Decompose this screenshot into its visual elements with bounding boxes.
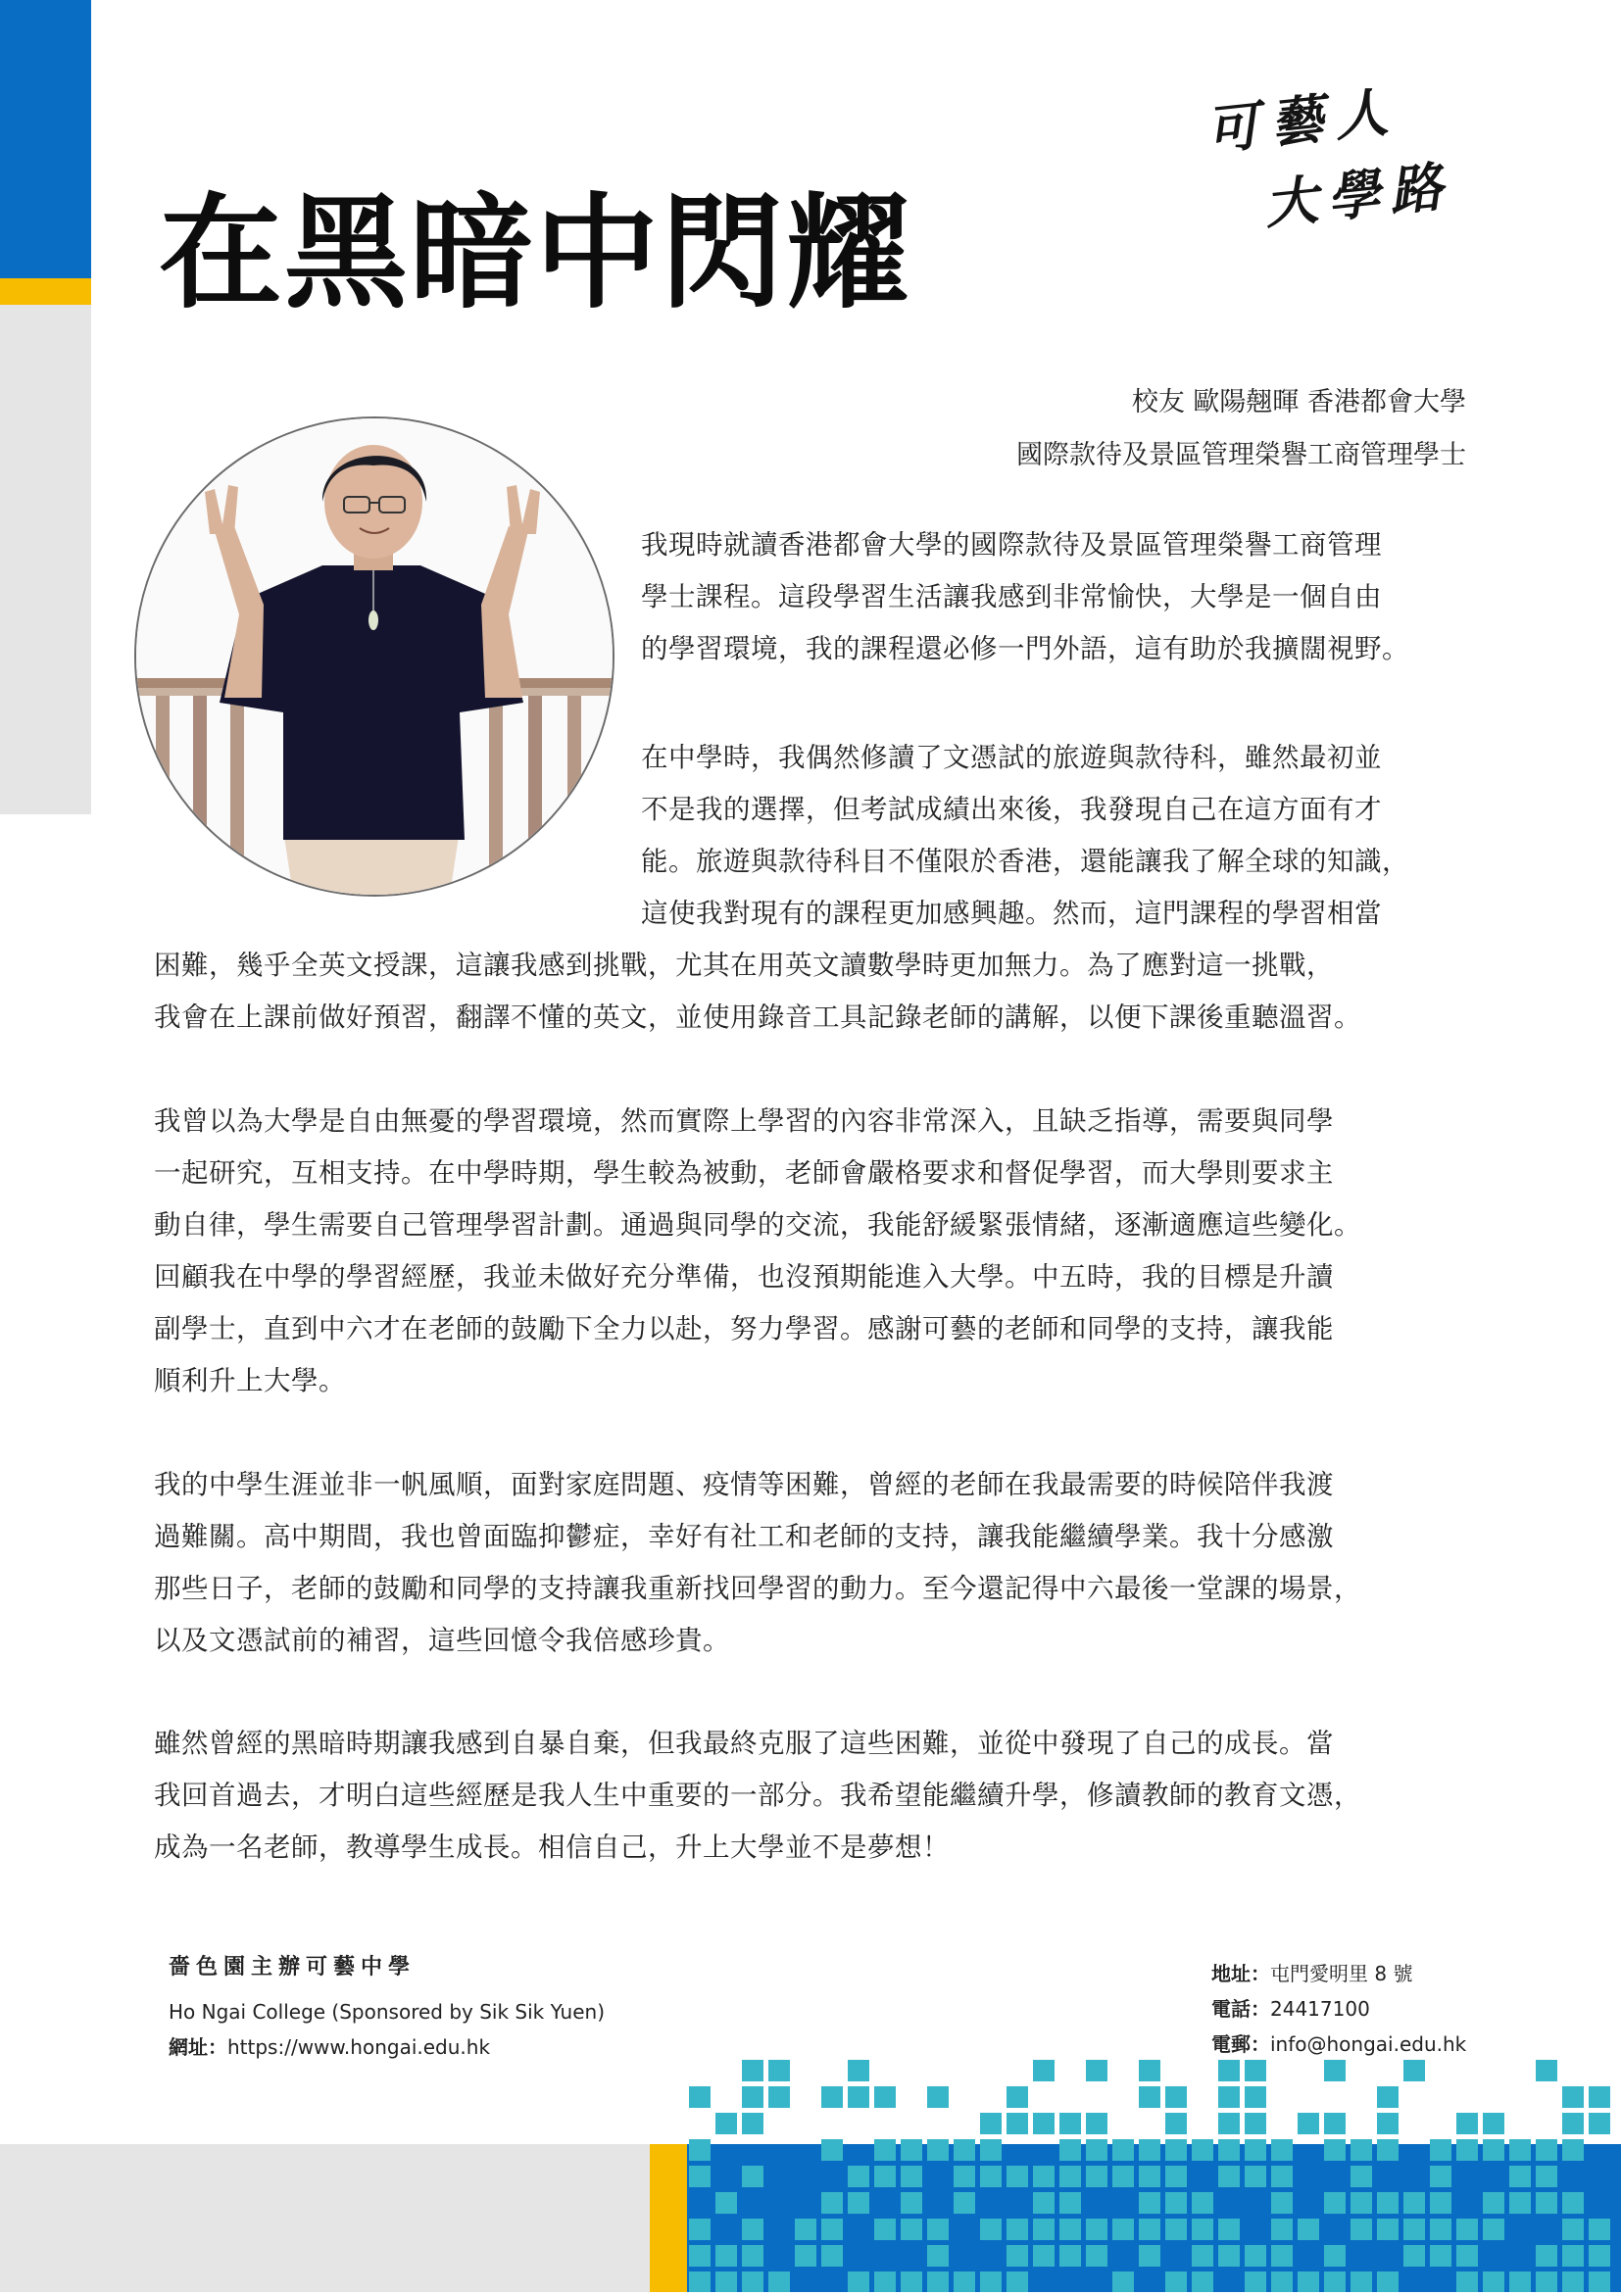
pixel-tile — [1165, 2219, 1187, 2240]
pixel-tile — [1192, 2139, 1213, 2161]
byline-author: 校友 歐陽翹暉 香港都會大學 — [1131, 387, 1466, 417]
pixel-tile — [1377, 2086, 1399, 2108]
pixel-tile — [1509, 2166, 1531, 2187]
pixel-tile — [1245, 2060, 1266, 2081]
bottom-yellow-band — [650, 2144, 687, 2292]
pixel-tile — [1351, 2272, 1372, 2292]
pixel-tile — [1562, 2245, 1584, 2267]
pixel-tile — [742, 2219, 763, 2240]
pixel-tile — [1165, 2272, 1187, 2292]
article-title: 在黑暗中閃耀 — [159, 181, 911, 325]
pixel-tile — [1218, 2086, 1240, 2108]
pixel-tile — [848, 2192, 869, 2214]
paragraph-1: 我現時就讀香港都會大學的國際款待及景區管理榮譽工商管理 學士課程。這段學習生活讓我感到非常愉快，大學是一個自由 的學習環境，我的課程還必修一門外語，這有助於我擴闊視野。 — [641, 529, 1409, 664]
pixel-tile — [689, 2166, 711, 2187]
pixel-tile — [1086, 2060, 1107, 2081]
email-line: 電郵：info@hongai.edu.hk — [1211, 2032, 1467, 2056]
pixel-tile — [848, 2060, 869, 2081]
pixel-tile — [1456, 2113, 1478, 2134]
pixel-tile — [1007, 2166, 1028, 2187]
pixel-tile — [715, 2272, 737, 2292]
paragraph-5: 雖然曾經的黑暗時期讓我感到自暴自棄，但我最終克服了這些困難，並從中發現了自己的成長。當 我回首過去，才明白這些經歷是我人生中重要的一部分。我希望能繼續升學，修讀教師的教育文憑， 成為一名老師，教導學生成長。相信自己，升上大學並不是夢想！ — [154, 1728, 1361, 1863]
pixel-tile — [1324, 2113, 1346, 2134]
pixel-tile — [689, 2139, 711, 2161]
pixel-tile — [715, 2113, 737, 2134]
pixel-tile — [1112, 2166, 1134, 2187]
pixel-tile — [742, 2166, 763, 2187]
left-gray-band — [0, 305, 91, 814]
pixel-tile — [980, 2113, 1002, 2134]
pixel-tile — [1086, 2245, 1107, 2267]
pixel-tile — [1165, 2166, 1187, 2187]
student-photo — [134, 416, 614, 897]
pixel-tile — [1430, 2139, 1451, 2161]
pixel-tile — [1059, 2219, 1081, 2240]
pixel-tile — [1271, 2219, 1293, 2240]
pixel-tile — [689, 2272, 711, 2292]
pixel-tile — [1165, 2139, 1187, 2161]
pixel-tile — [715, 2192, 737, 2214]
pixel-tile — [1403, 2219, 1425, 2240]
pixel-tile — [1112, 2272, 1134, 2292]
pixel-tile — [1456, 2245, 1478, 2267]
pixel-tile — [1059, 2245, 1081, 2267]
paragraph-2: 在中學時，我偶然修讀了文憑試的旅遊與款待科，雖然最初並 不是我的選擇，但考試成績出來後，我發現自己在這方面有才 能。旅遊與款待科目不僅限於香港，還能讓我了解全球的知識， 這使我對現有的課程更加感興趣。然而，這門課程的學習相當 困難，幾乎全英文授課，這讓我感到挑戰，尤其在用英文讀數學時更加無力。為了應對這一挑戰， 我會在上課前做好預習，翻譯不懂的英文，並使用錄音工具記錄老師的講解，以便下課後重聽溫習。 — [154, 742, 1409, 1033]
pixel-tile — [715, 2245, 737, 2267]
left-yellow-band — [0, 278, 91, 305]
pixel-tile — [1430, 2192, 1451, 2214]
pixel-tile — [1245, 2086, 1266, 2108]
pixel-tile — [1192, 2192, 1213, 2214]
pixel-tile — [1589, 2219, 1610, 2240]
pixel-tile — [1351, 2219, 1372, 2240]
pixel-tile — [768, 2272, 790, 2292]
pixel-tile — [980, 2219, 1002, 2240]
pixel-tile — [1536, 2166, 1557, 2187]
pixel-tile — [1377, 2272, 1399, 2292]
pixel-tile — [1351, 2139, 1372, 2161]
pixel-tile — [1271, 2245, 1293, 2267]
pixel-tile — [1536, 2245, 1557, 2267]
pixel-tile — [1509, 2192, 1531, 2214]
pixel-tile — [1562, 2192, 1584, 2214]
pixel-tile — [1139, 2166, 1160, 2187]
pixel-tile — [1165, 2086, 1187, 2108]
pixel-tile — [1086, 2139, 1107, 2161]
pixel-tile — [1430, 2219, 1451, 2240]
contact-info — [1211, 1956, 1466, 2062]
pixel-tile — [1218, 2166, 1240, 2187]
pixel-tile — [1483, 2219, 1504, 2240]
pixel-tile — [1562, 2219, 1584, 2240]
pixel-tile — [1139, 2219, 1160, 2240]
school-name-zh: 嗇色園主辦可藝中學 — [169, 1955, 417, 1979]
email-link[interactable]: info@hongai.edu.hk — [1270, 2032, 1467, 2056]
pixel-tile — [1324, 2272, 1346, 2292]
pixel-tile — [1298, 2113, 1319, 2134]
pixel-tile — [1456, 2272, 1478, 2292]
pixel-tile — [1007, 2245, 1028, 2267]
pixel-tile — [1218, 2113, 1240, 2134]
pixel-tile — [1033, 2245, 1055, 2267]
pixel-tile — [954, 2166, 975, 2187]
pixel-tile — [1377, 2219, 1399, 2240]
pixel-tile — [1562, 2272, 1584, 2292]
pixel-tile — [1218, 2245, 1240, 2267]
pixel-tile — [821, 2219, 843, 2240]
pixel-tile — [927, 2219, 949, 2240]
pixel-tile — [1298, 2272, 1319, 2292]
pixel-tile — [927, 2086, 949, 2108]
pixel-tile — [742, 2086, 763, 2108]
pixel-tile — [1324, 2060, 1346, 2081]
pixel-tile — [954, 2139, 975, 2161]
pixel-tile — [1562, 2086, 1584, 2108]
pixel-tile — [1165, 2113, 1187, 2134]
pixel-tile — [848, 2166, 869, 2187]
pixel-tile — [1430, 2166, 1451, 2187]
pixel-tile — [1059, 2166, 1081, 2187]
pixel-tile — [1007, 2086, 1028, 2108]
pixel-tile — [1351, 2192, 1372, 2214]
pixel-tile — [1562, 2139, 1584, 2161]
pixel-tile — [1059, 2113, 1081, 2134]
pixel-tile — [1536, 2139, 1557, 2161]
pixel-tile — [848, 2086, 869, 2108]
address-line: 地址：屯門愛明里 8 號 — [1211, 1962, 1413, 1985]
paragraph-4: 我的中學生涯並非一帆風順，面對家庭問題、疫情等困難，曾經的老師在我最需要的時候陪伴我渡 過難關。高中期間，我也曾面臨抑鬱症，幸好有社工和老師的支持，讓我能繼續學業。我十分感激 那些日子，老師的鼓勵和同學的支持讓我重新找回學習的動力。至今還記得中六最後一堂課的場景， 以及文憑試前的補習，這些回憶令我倍感珍貴。 — [154, 1469, 1361, 1656]
pixel-tile — [1483, 2272, 1504, 2292]
pixel-tile — [1483, 2192, 1504, 2214]
pixel-tile — [1086, 2219, 1107, 2240]
pixel-tile — [927, 2272, 949, 2292]
pixel-tile — [874, 2166, 896, 2187]
pixel-tile — [954, 2272, 975, 2292]
pixel-tile — [954, 2192, 975, 2214]
pixel-tile — [1139, 2086, 1160, 2108]
pixel-pattern-decoration — [687, 2058, 1621, 2292]
pixel-tile — [821, 2139, 843, 2161]
school-website: 網址：https://www.hongai.edu.hk — [169, 2035, 491, 2059]
pixel-tile — [901, 2166, 922, 2187]
pixel-tile — [980, 2166, 1002, 2187]
pixel-tile — [1086, 2166, 1107, 2187]
pixel-tile — [1033, 2219, 1055, 2240]
pixel-tile — [1059, 2139, 1081, 2161]
pixel-tile — [1589, 2113, 1610, 2134]
pixel-tile — [874, 2139, 896, 2161]
pixel-tile — [1192, 2245, 1213, 2267]
pixel-tile — [1456, 2219, 1478, 2240]
pixel-tile — [795, 2245, 816, 2267]
pixel-tile — [742, 2113, 763, 2134]
pixel-tile — [1456, 2139, 1478, 2161]
pixel-tile — [1483, 2113, 1504, 2134]
pixel-tile — [1165, 2192, 1187, 2214]
pixel-tile — [1139, 2139, 1160, 2161]
pixel-tile — [821, 2192, 843, 2214]
pixel-tile — [1509, 2272, 1531, 2292]
pixel-tile — [1324, 2192, 1346, 2214]
pixel-tile — [1086, 2113, 1107, 2134]
pixel-tile — [1271, 2272, 1293, 2292]
pixel-tile — [1271, 2192, 1293, 2214]
pixel-tile — [1112, 2139, 1134, 2161]
pixel-tile — [874, 2086, 896, 2108]
pixel-tile — [980, 2139, 1002, 2161]
pixel-tile — [1033, 2060, 1055, 2081]
pixel-tile — [742, 2245, 763, 2267]
pixel-tile — [1324, 2245, 1346, 2267]
pixel-tile — [874, 2272, 896, 2292]
pixel-tile — [1139, 2245, 1160, 2267]
pixel-tile — [980, 2272, 1002, 2292]
pixel-tile — [1245, 2166, 1266, 2187]
website-link[interactable]: https://www.hongai.edu.hk — [227, 2035, 491, 2059]
pixel-tile — [1245, 2139, 1266, 2161]
pixel-tile — [742, 2060, 763, 2081]
pixel-tile — [1192, 2272, 1213, 2292]
byline — [1016, 376, 1466, 482]
pixel-tile — [1589, 2272, 1610, 2292]
pixel-tile — [1007, 2113, 1028, 2134]
pixel-tile — [1483, 2139, 1504, 2161]
pixel-tile — [821, 2245, 843, 2267]
bottom-gray-band — [0, 2144, 650, 2292]
pixel-tile — [901, 2192, 922, 2214]
pixel-tile — [1033, 2113, 1055, 2134]
pixel-tile — [1192, 2219, 1213, 2240]
pixel-tile — [1218, 2139, 1240, 2161]
pixel-tile — [1430, 2245, 1451, 2267]
pixel-tile — [1059, 2192, 1081, 2214]
pixel-tile — [1298, 2219, 1319, 2240]
pixel-tile — [1007, 2272, 1028, 2292]
pixel-tile — [821, 2086, 843, 2108]
pixel-tile — [742, 2272, 763, 2292]
pixel-tile — [1271, 2166, 1293, 2187]
pixel-tile — [1033, 2192, 1055, 2214]
pixel-tile — [901, 2219, 922, 2240]
pixel-tile — [689, 2086, 711, 2108]
pixel-tile — [1139, 2060, 1160, 2081]
pixel-tile — [1562, 2113, 1584, 2134]
pixel-tile — [927, 2245, 949, 2267]
pixel-tile — [1509, 2139, 1531, 2161]
pixel-tile — [874, 2219, 896, 2240]
pixel-tile — [1589, 2086, 1610, 2108]
calligraphy-logo: 可藝人 大學路 — [1203, 78, 1455, 236]
pixel-tile — [1403, 2192, 1425, 2214]
pixel-tile — [1536, 2272, 1557, 2292]
pixel-tile — [1245, 2113, 1266, 2134]
phone-line: 電話：24417100 — [1211, 1997, 1370, 2021]
byline-degree: 國際款待及景區管理榮譽工商管理學士 — [1016, 440, 1466, 470]
pixel-tile — [1218, 2060, 1240, 2081]
pixel-tile — [1351, 2166, 1372, 2187]
pixel-tile — [795, 2219, 816, 2240]
pixel-tile — [1589, 2245, 1610, 2267]
pixel-tile — [1403, 2060, 1425, 2081]
pixel-tile — [1377, 2113, 1399, 2134]
pixel-tile — [1245, 2245, 1266, 2267]
school-name-en: Ho Ngai College (Sponsored by Sik Sik Yuen) — [169, 2000, 605, 2024]
pixel-tile — [901, 2272, 922, 2292]
pixel-tile — [1033, 2166, 1055, 2187]
pixel-tile — [1536, 2060, 1557, 2081]
pixel-tile — [768, 2086, 790, 2108]
pixel-tile — [1271, 2139, 1293, 2161]
pixel-tile — [1403, 2245, 1425, 2267]
pixel-tile — [1245, 2272, 1266, 2292]
paragraph-3: 我曾以為大學是自由無憂的學習環境，然而實際上學習的內容非常深入，且缺乏指導，需要與同學 一起研究，互相支持。在中學時期，學生較為被動，老師會嚴格要求和督促學習，而大學則要求主 動自律，學生需要自己管理學習計劃。通過與同學的交流，我能舒緩緊張情緒，逐漸適應這些變化。 回顧我在中學的學習經歷，我並未做好充分準備，也沒預期能進入大學。中五時，我的目標是升讀 副學士，直到中六才在老師的鼓勵下全力以赴，努力學習。感謝可藝的老師和同學的支持，讓我能 順利升上大學。 — [154, 1105, 1361, 1396]
pixel-tile — [1536, 2192, 1557, 2214]
pixel-tile — [689, 2245, 711, 2267]
pixel-tile — [689, 2219, 711, 2240]
pixel-tile — [848, 2272, 869, 2292]
pixel-tile — [1218, 2219, 1240, 2240]
pixel-tile — [1007, 2219, 1028, 2240]
pixel-tile — [1324, 2139, 1346, 2161]
pixel-tile — [768, 2060, 790, 2081]
school-info — [169, 1954, 605, 2060]
pixel-tile — [901, 2139, 922, 2161]
pixel-tile — [1377, 2139, 1399, 2161]
pixel-tile — [1112, 2219, 1134, 2240]
pixel-tile — [1377, 2192, 1399, 2214]
pixel-tile — [1139, 2192, 1160, 2214]
left-blue-band — [0, 0, 91, 278]
pixel-tile — [927, 2139, 949, 2161]
